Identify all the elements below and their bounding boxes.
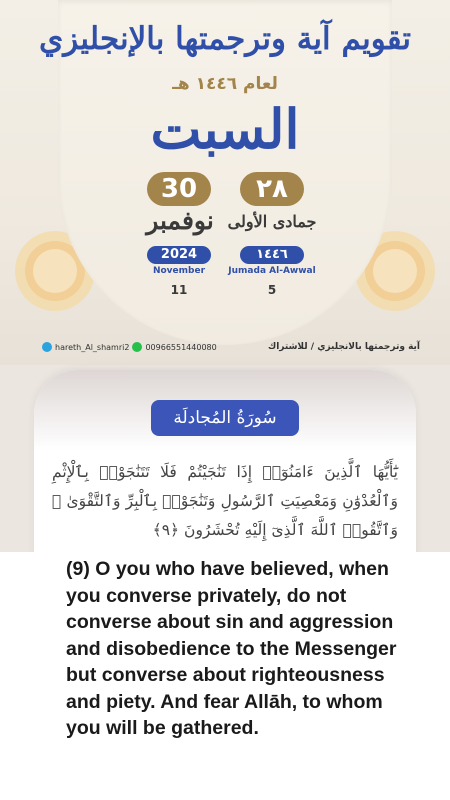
contact-bar [0, 339, 450, 357]
weekday-name: السبت [150, 97, 300, 161]
english-translation: (9) O you who have believed, when you converse privately, do not converse about sin and aggression and disobedience to the Messenger but converse about righteousness and piety. And fear Allāh, to whom you will be gathered. [66, 558, 397, 739]
hijri-year-badge: ١٤٤٦ [240, 246, 304, 264]
surah-name-badge: سُورَةُ المُجادلَة [151, 400, 299, 436]
gregorian-month-en: November [152, 266, 206, 276]
subscribe-label: آية وترجمتها بالانجليزي / للاشتراك [267, 342, 420, 352]
hijri-month-number: 5 [267, 283, 277, 297]
hijri-year-label: لعام ١٤٤٦ هـ [172, 74, 278, 94]
arabic-verse: يَٰٓأَيُّهَا ٱلَّذِينَ ءَامَنُوٓا۟ إِذَا تَنَٰجَيْتُمْ فَلَا تَتَنَٰجَوْا۟ بِٱلْإِثْمِ وَٱلْعُدْوَٰنِ وَمَعْصِيَتِ ٱلرَّسُولِ وَتَنَٰجَوْا۟ بِٱلْبِرِّ وَٱلتَّقْوَىٰ ۖ وَٱتَّقُوا۟ ٱللَّهَ ٱلَّذِىٓ إِلَيْهِ تُحْشَرُونَ ﴿٩﴾ [52, 463, 398, 539]
contact-info [42, 342, 217, 352]
gregorian-month-number: 11 [170, 283, 188, 297]
gregorian-month-ar: نوفمبر [146, 206, 214, 235]
calendar-title: تقويم آية وترجمتها بالإنجليزي [38, 21, 412, 57]
telegram-handle[interactable]: hareth_Al_shamri2 [55, 342, 130, 352]
hijri-month-ar: جمادى الأولى [227, 212, 317, 231]
whatsapp-icon [132, 342, 142, 352]
hijri-day-badge: ٢٨ [240, 172, 304, 206]
gregorian-day-badge: 30 [147, 172, 211, 206]
gregorian-year-badge: 2024 [147, 246, 211, 264]
hijri-month-en: Jumada Al-Awwal [228, 266, 316, 276]
phone-number[interactable]: 00966551440080 [145, 342, 217, 352]
telegram-icon [42, 342, 52, 352]
